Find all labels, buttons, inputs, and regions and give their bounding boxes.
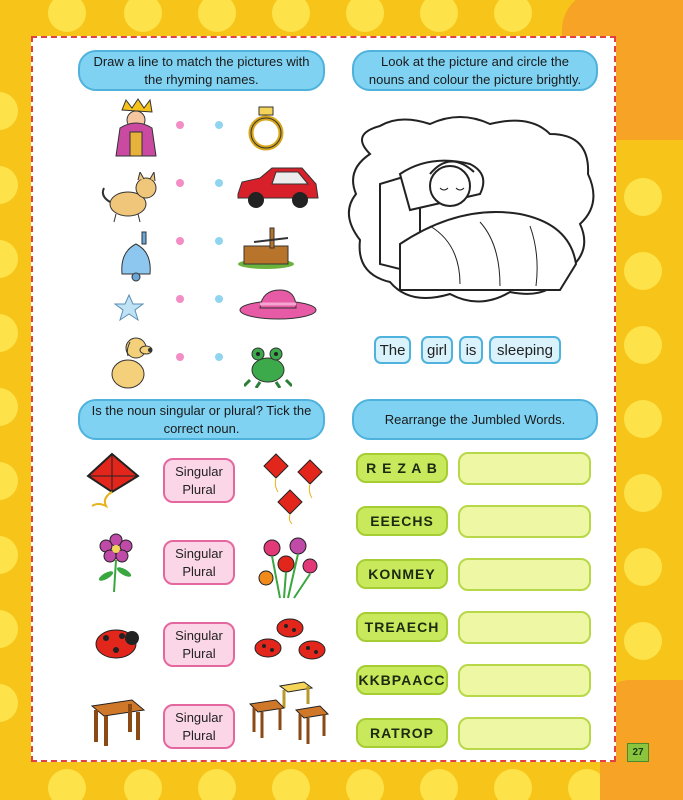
decor-dot — [624, 252, 662, 290]
ring-icon — [246, 106, 286, 152]
decor-dot — [272, 769, 310, 800]
match-dot-left[interactable] — [176, 295, 184, 303]
decor-dot — [624, 548, 662, 586]
singular-plural-instruction: Is the noun singular or plural? Tick the correct noun. — [78, 399, 325, 440]
decor-dot — [198, 769, 236, 800]
singular-plural-options — [163, 704, 235, 749]
singular-option[interactable]: Singular — [175, 709, 223, 725]
decor-dot — [624, 400, 662, 438]
decor-dot — [0, 388, 18, 426]
sentence-word[interactable]: The — [374, 336, 411, 364]
match-dot-right[interactable] — [215, 353, 223, 361]
plural-option[interactable]: Plural — [182, 727, 216, 743]
frog-icon — [244, 344, 292, 388]
page-number: 27 — [627, 743, 649, 762]
singular-plural-options — [163, 622, 235, 667]
cat-icon — [100, 172, 162, 224]
plural-option[interactable]: Plural — [182, 481, 216, 497]
decor-dot — [494, 769, 532, 800]
decor-dot — [48, 769, 86, 800]
decor-dot — [624, 622, 662, 660]
answer-box[interactable] — [458, 558, 591, 591]
decor-dot — [346, 0, 384, 32]
decor-dot — [624, 178, 662, 216]
well-icon — [236, 224, 298, 270]
jumbled-word: KONMEY — [356, 559, 448, 589]
table-icon — [88, 696, 146, 748]
nouns-instruction: Look at the picture and circle the nouns and colour the picture brightly. — [352, 50, 598, 91]
dog-icon — [104, 332, 158, 392]
decor-dot — [0, 92, 18, 130]
decor-dot — [624, 326, 662, 364]
jumbled-word: RATROP — [356, 718, 448, 748]
sentence-word[interactable]: is — [459, 336, 483, 364]
decor-dot — [494, 0, 532, 32]
match-dot-right[interactable] — [215, 179, 223, 187]
decor-dot — [272, 0, 310, 32]
decor-dot — [0, 610, 18, 648]
flowers-icon — [252, 534, 324, 602]
decor-dot — [420, 0, 458, 32]
singular-option[interactable]: Singular — [175, 545, 223, 561]
match-dot-left[interactable] — [176, 237, 184, 245]
decor-dot — [0, 462, 18, 500]
decor-dot — [198, 0, 236, 32]
answer-box[interactable] — [458, 717, 591, 750]
match-dot-left[interactable] — [176, 179, 184, 187]
jumbled-word: TREAECH — [356, 612, 448, 642]
ladybirds-icon — [252, 614, 332, 666]
car-icon — [236, 164, 320, 212]
jumbled-word: R E Z A B — [356, 453, 448, 483]
answer-box[interactable] — [458, 664, 591, 697]
sentence-word[interactable]: girl — [421, 336, 453, 364]
decor-dot — [124, 769, 162, 800]
decor-dot — [0, 166, 18, 204]
match-dot-left[interactable] — [176, 353, 184, 361]
sleeping-girl-picture — [340, 114, 602, 310]
sentence-word[interactable]: sleeping — [489, 336, 561, 364]
kites-icon — [262, 452, 324, 524]
answer-box[interactable] — [458, 505, 591, 538]
decor-dot — [0, 536, 18, 574]
answer-box[interactable] — [458, 452, 591, 485]
decor-dot — [0, 314, 18, 352]
jumbled-instruction: Rearrange the Jumbled Words. — [352, 399, 598, 440]
answer-box[interactable] — [458, 611, 591, 644]
decor-dot — [420, 769, 458, 800]
singular-option[interactable]: Singular — [175, 627, 223, 643]
match-dot-left[interactable] — [176, 121, 184, 129]
ladybird-icon — [90, 620, 142, 662]
singular-option[interactable]: Singular — [175, 463, 223, 479]
plural-option[interactable]: Plural — [182, 645, 216, 661]
decor-dot — [124, 0, 162, 32]
jumbled-word: KKBPAACC — [356, 665, 448, 695]
match-dot-right[interactable] — [215, 237, 223, 245]
singular-plural-options — [163, 458, 235, 503]
match-instruction: Draw a line to match the pictures with the rhyming names. — [78, 50, 325, 91]
flower-icon — [96, 532, 136, 594]
jumbled-word: EEECHS — [356, 506, 448, 536]
tables-icon — [248, 680, 332, 746]
decor-dot — [0, 684, 18, 722]
singular-plural-options — [163, 540, 235, 585]
bell-icon — [112, 230, 156, 282]
star-icon — [114, 294, 144, 322]
hat-icon — [238, 286, 318, 322]
decor-dot — [346, 769, 384, 800]
match-dot-right[interactable] — [215, 121, 223, 129]
decor-dot — [48, 0, 86, 32]
plural-option[interactable]: Plural — [182, 563, 216, 579]
kite-icon — [84, 452, 142, 508]
king-icon — [108, 98, 164, 160]
match-dot-right[interactable] — [215, 295, 223, 303]
decor-dot — [624, 474, 662, 512]
decor-dot — [0, 240, 18, 278]
